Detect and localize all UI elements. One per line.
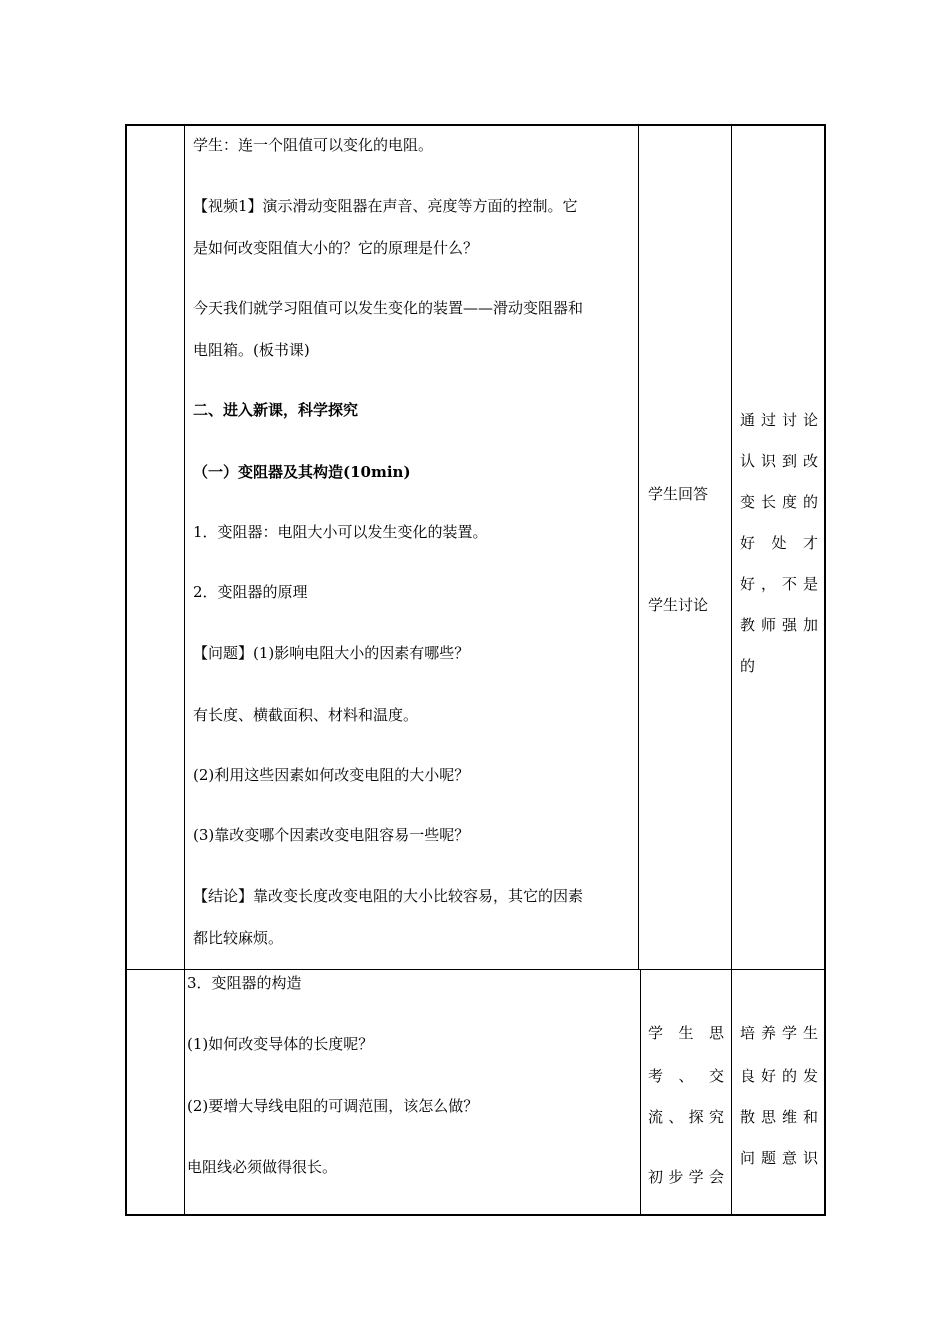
row2-student-activity-line: 学生思 — [648, 1024, 724, 1042]
row1-line-conclusion: 【结论】靠改变长度改变电阻的大小比较容易，其它的因素 — [193, 887, 584, 905]
table-col1-divider — [184, 124, 185, 1216]
row1-line-problem-1: 【问题】(1)影响电阻大小的因素有哪些？ — [193, 644, 470, 662]
table-col2-divider-row2 — [640, 969, 641, 1216]
row2-intent-line: 问题意识 — [740, 1149, 818, 1167]
row1-line-principle: 2．变阻器的原理 — [193, 583, 308, 601]
table-col3-divider — [731, 124, 732, 1216]
table-bottom-border — [125, 1214, 826, 1216]
row1-line-student-connect: 学生：连一个阻值可以变化的电阻。 — [193, 136, 434, 154]
row1-intent-line: 变长度的 — [740, 493, 818, 511]
row1-subsection-heading: （一）变阻器及其构造(10min) — [193, 463, 411, 481]
table-row-divider — [125, 969, 826, 970]
row1-line-problem-3: (3)靠改变哪个因素改变电阻容易一些呢？ — [193, 826, 470, 844]
row1-line-resistance-box: 电阻箱。(板书课) — [193, 341, 310, 359]
row1-line-video: 【视频1】演示滑动变阻器在声音、亮度等方面的控制。它 — [193, 197, 578, 215]
row1-intent-line: 教师强加 — [740, 616, 818, 634]
row2-intent-line: 散思维和 — [740, 1108, 818, 1126]
row1-line-conclusion-cont: 都比较麻烦。 — [193, 929, 284, 947]
row2-line-question-2: (2)要增大导线电阻的可调范围，该怎么做？ — [187, 1097, 479, 1115]
row1-student-answer: 学生回答 — [648, 485, 709, 503]
row1-intent-line: 好，不是 — [740, 575, 818, 593]
row1-line-today: 今天我们就学习阻值可以发生变化的装置——滑动变阻器和 — [193, 299, 584, 317]
row1-section-heading: 二、进入新课，科学探究 — [193, 401, 359, 419]
row2-student-activity-line: 初步学会 — [648, 1168, 724, 1186]
row1-student-discuss: 学生讨论 — [648, 596, 709, 614]
row2-line-question-1: (1)如何改变导体的长度呢？ — [187, 1035, 374, 1053]
row2-intent-line: 良好的发 — [740, 1067, 818, 1085]
table-left-border — [125, 124, 127, 1216]
row1-intent-line: 好处才 — [740, 534, 818, 552]
row2-student-activity-line: 考、交 — [648, 1067, 724, 1085]
row2-line-construction: 3．变阻器的构造 — [187, 974, 302, 992]
table-top-border — [125, 124, 826, 126]
row1-intent-line: 通过讨论 — [740, 411, 818, 429]
table-col2-divider-row1 — [638, 124, 639, 970]
row1-line-definition: 1．变阻器：电阻大小可以发生变化的装置。 — [193, 523, 488, 541]
row2-intent-line: 培养学生 — [740, 1024, 818, 1042]
row1-intent-line: 的 — [740, 657, 756, 675]
row1-intent-line: 认识到改 — [740, 452, 818, 470]
row2-student-activity-line: 流、探究 — [648, 1108, 724, 1126]
row1-line-question-principle: 是如何改变阻值大小的？它的原理是什么？ — [193, 239, 479, 257]
row2-line-answer: 电阻线必须做得很长。 — [187, 1158, 338, 1176]
row1-line-factors: 有长度、横截面积、材料和温度。 — [193, 706, 419, 724]
row1-line-problem-2: (2)利用这些因素如何改变电阻的大小呢？ — [193, 766, 470, 784]
table-right-border — [824, 124, 826, 1216]
